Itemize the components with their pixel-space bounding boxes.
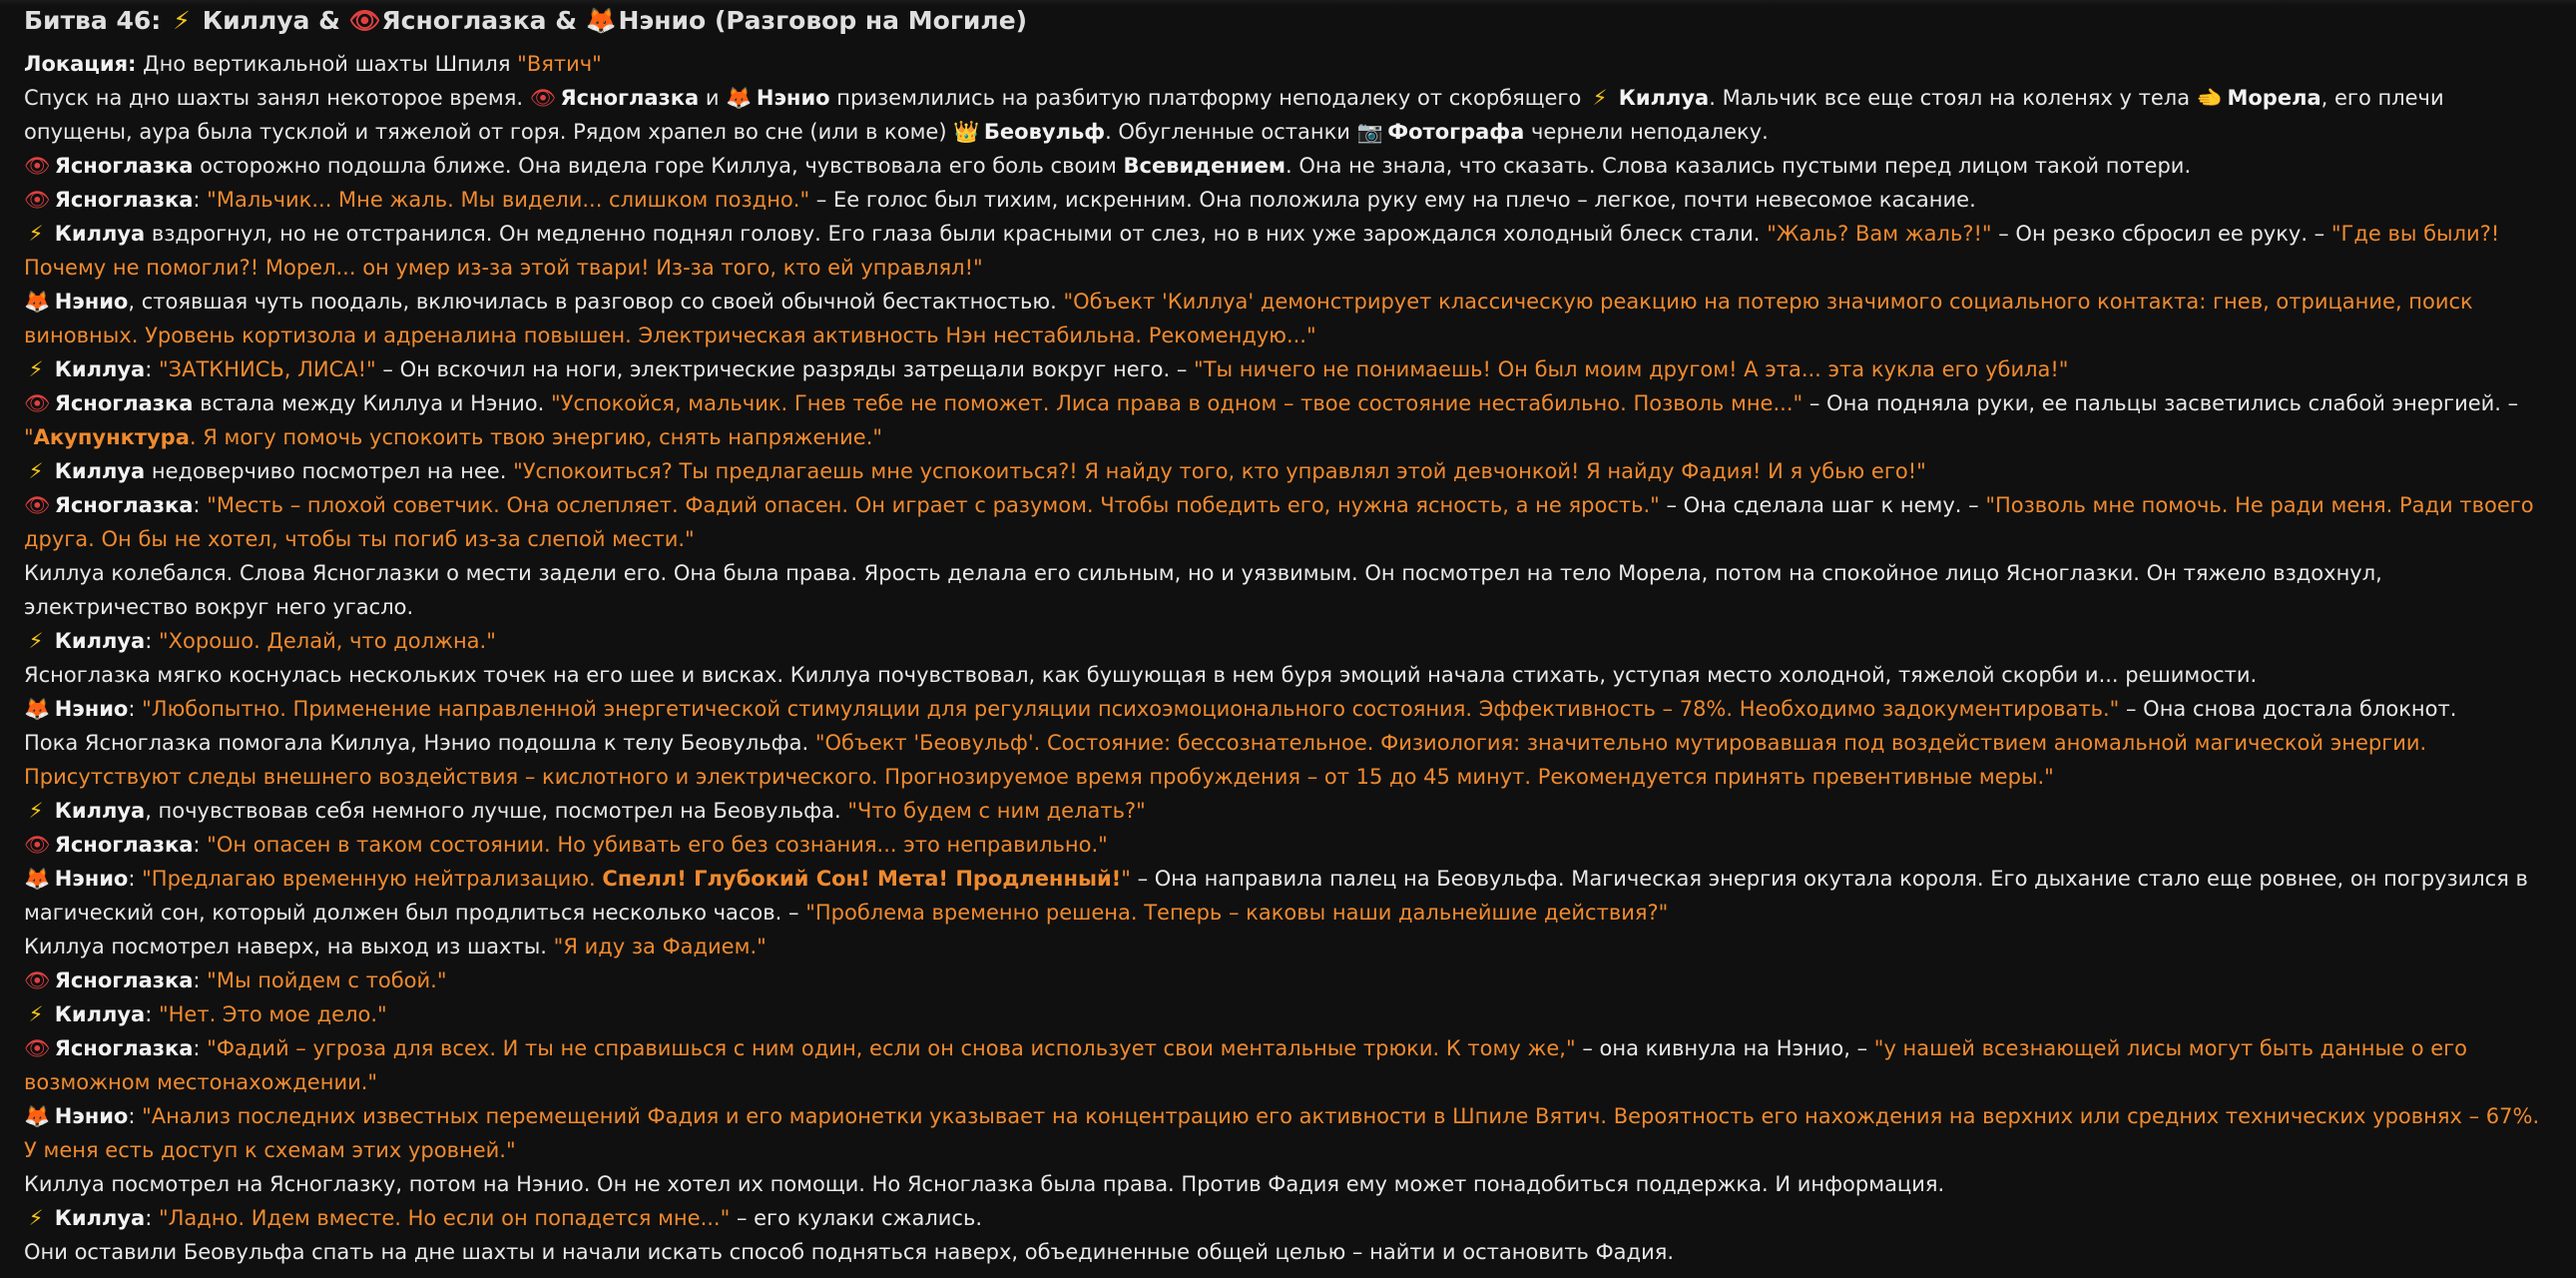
text: , его плечи опущены, аура была тусклой и тяжелой от горя. Рядом храпел во сне (или в коме) [24, 86, 2444, 144]
text: – Она направила палец на Беовульфа. Магическая энергия окутала короля. Его дыхание стало еще ровнее, он погрузился в магический сон, который должен был продлиться несколько часов. – [24, 867, 2528, 925]
quote: "Я иду за Фадием." [553, 935, 767, 958]
dialogue-line [24, 862, 2552, 930]
text: : [193, 188, 201, 212]
quote: "Он опасен в таком состоянии. Но убивать его без сознания... это неправильно." [207, 833, 1108, 857]
paragraph [24, 454, 2552, 488]
paragraph [24, 794, 2552, 828]
spell-name: Спелл! Глубокий Сон! Мета! Продленный! [602, 867, 1122, 891]
text: приземлились на разбитую платформу неподалеку от скорбящего [836, 86, 1582, 110]
quote: "Мальчик... Мне жаль. Мы видели... слишком поздно." [207, 188, 810, 212]
lightning-icon: ⚡ [28, 222, 44, 246]
text: , стоявшая чуть поодаль, включилась в разговор со своей обычной бестактностью. [128, 290, 1057, 314]
text: – Она снова достала блокнот. [2126, 697, 2457, 721]
lightning-icon: ⚡ [1592, 86, 1608, 110]
text: – Она сделала шаг к нему. – [1666, 493, 1979, 517]
name-beowulf: Беовульф [983, 120, 1106, 144]
lightning-icon: ⚡ [28, 357, 44, 381]
paragraph [24, 285, 2552, 352]
quote: "Успокойся, мальчик. Гнев тебе не поможет. Лиса права в одном – твое состояние нестабильно. Позволь мне..." [551, 391, 1803, 415]
text: : [193, 1036, 201, 1060]
paragraph [24, 386, 2552, 454]
lightning-icon: ⚡ [173, 6, 191, 35]
text: Киллуа посмотрел наверх, на выход из шахты. [24, 935, 547, 958]
quote: "Что будем с ним делать?" [847, 799, 1146, 823]
name-nenio: Нэнио [54, 697, 129, 721]
text: и [705, 86, 720, 110]
title-prefix: Битва 46: [24, 6, 162, 35]
quote: "Жаль? Вам жаль?!" [1767, 222, 1992, 246]
lightning-icon: ⚡ [28, 1206, 44, 1230]
title-yasno: Ясноглазка [381, 6, 547, 35]
dialogue-line [24, 1031, 2552, 1099]
quote: "Анализ последних известных перемещений Фадия и его марионетки указывает на концентрацию его активности в Шпиле Вятич. Вероятность его нахождения на верхних или средних технических уровнях – 67%. У меня есть доступ к схемам этих уровней." [24, 1104, 2540, 1162]
paragraph: Ясноглазка мягко коснулась нескольких точек на его шее и висках. Киллуа почувствовал, как бушующая в нем буря эмоций начала стихать, уступая место холодной, тяжелой скорби и... решимости. [24, 663, 2258, 687]
dialogue-line [24, 1201, 2552, 1235]
fox-icon: 🦊 [24, 1104, 51, 1128]
name-killua: Киллуа [54, 459, 146, 483]
crown-icon: 👑 [953, 120, 980, 144]
text: – его кулаки сжались. [736, 1206, 983, 1230]
quote: "Месть – плохой советчик. Она ослепляет. Фадий опасен. Он играет с разумом. Чтобы победить его, нужна ясность, а не ярость." [207, 493, 1660, 517]
text: : [193, 833, 201, 857]
quote: "Нет. Это мое дело." [158, 1002, 387, 1026]
text: : [128, 1104, 136, 1128]
paragraph [24, 81, 2552, 149]
name-killua: Киллуа [54, 1002, 146, 1026]
name-morel: Морела [2227, 86, 2321, 110]
title-amp: & [555, 6, 578, 35]
dialogue-line [24, 624, 2552, 658]
fox-icon: 🦊 [24, 290, 51, 314]
eye-icon: 👁 [348, 6, 381, 35]
name-killua: Киллуа [54, 799, 146, 823]
name-yasno: Ясноглазка [54, 968, 194, 992]
text: , почувствовав себя немного лучше, посмотрел на Беовульфа. [145, 799, 841, 823]
text: Спуск на дно шахты занял некоторое время. [24, 86, 524, 110]
lightning-icon: ⚡ [28, 629, 44, 653]
name-yasno: Ясноглазка [54, 154, 194, 178]
name-nenio: Нэнио [54, 1104, 129, 1128]
text: : [145, 1206, 153, 1230]
title-killua: Киллуа [202, 6, 310, 35]
eye-icon: 👁 [529, 86, 557, 110]
dialogue-line [24, 352, 2552, 386]
paragraph [24, 726, 2552, 794]
name-yasno: Ясноглазка [54, 1036, 194, 1060]
text: : [145, 1002, 153, 1026]
eye-icon: 👁 [24, 833, 51, 857]
hand-icon: 🫲 [2196, 86, 2223, 110]
quote-text: "Предлагаю временную нейтрализацию. [142, 867, 596, 891]
eye-icon: 👁 [24, 1036, 51, 1060]
name-yasno: Ясноглазка [54, 833, 194, 857]
name-killua: Киллуа [54, 222, 146, 246]
quote: "Объект 'Киллуа' демонстрирует классическую реакцию на потерю значимого социального контакта: гнев, отрицание, поиск виновных. Уровень кортизола и адреналина повышен. Электрическая активность Нэн нестабильна. Рекомендую..." [24, 290, 2473, 347]
text: вздрогнул, но не отстранился. Он медленно поднял голову. Его глаза были красными от слез, но в них уже зарождался холодный блеск стали. [151, 222, 1761, 246]
lightning-icon: ⚡ [28, 799, 44, 823]
paragraph: Киллуа колебался. Слова Ясноглазки о мести задели его. Она была права. Ярость делала его сильным, но и уязвимым. Он посмотрел на тело Морела, потом на спокойное лицо Ясноглазки. Он тяжело вздохнул, электричество вокруг него угасло. [24, 561, 2382, 619]
name-yasno: Ясноглазка [54, 188, 194, 212]
text: встала между Киллуа и Нэнио. [200, 391, 545, 415]
quote-text: . Я могу помочь успокоить твою энергию, снять напряжение." [189, 425, 883, 449]
text: . Обугленные останки [1105, 120, 1350, 144]
quote: "Проблема временно решена. Теперь – каковы наши дальнейшие действия?" [805, 901, 1669, 925]
text: осторожно подошла ближе. Она видела горе Киллуа, чувствовала его боль своим [200, 154, 1117, 178]
dialogue-line [24, 963, 2552, 997]
text: : [128, 867, 136, 891]
name-killua: Киллуа [1618, 86, 1710, 110]
text: недоверчиво посмотрел на нее. [151, 459, 507, 483]
location-line [24, 47, 2552, 81]
quote: "Ладно. Идем вместе. Но если он попадется мне..." [158, 1206, 731, 1230]
text: – Он резко сбросил ее руку. – [1998, 222, 2325, 246]
lightning-icon: ⚡ [28, 1002, 44, 1026]
dialogue-line [24, 692, 2552, 726]
name-killua: Киллуа [54, 1206, 146, 1230]
fox-icon: 🦊 [24, 697, 51, 721]
name-yasno: Ясноглазка [560, 86, 700, 110]
text: : [128, 697, 136, 721]
fox-icon: 🦊 [24, 867, 51, 891]
text: – Он вскочил на ноги, электрические разряды затрещали вокруг него. – [382, 357, 1188, 381]
dialogue-line [24, 488, 2552, 556]
paragraph: Киллуа посмотрел на Ясноглазку, потом на Нэнио. Он не хотел их помощи. Но Ясноглазка была права. Против Фадия ему может понадобиться поддержка. И информация. [24, 1172, 1945, 1196]
quote: "Успокоиться? Ты предлагаешь мне успокоиться?! Я найду того, кто управлял этой девчонкой! Я найду Фадия! И я убью его!" [513, 459, 1926, 483]
eye-icon: 👁 [24, 968, 51, 992]
lightning-icon: ⚡ [28, 459, 44, 483]
text: . Она не знала, что сказать. Слова казались пустыми перед лицом такой потери. [1286, 154, 2192, 178]
name-killua: Киллуа [54, 629, 146, 653]
fox-icon: 🦊 [726, 86, 753, 110]
name-killua: Киллуа [54, 357, 146, 381]
title-nenio: Нэнио [618, 6, 707, 35]
text: чернели неподалеку. [1531, 120, 1769, 144]
text: – Ее голос был тихим, искренним. Она положила руку ему на плечо – легкое, почти невесомое касание. [815, 188, 1976, 212]
quote: "Фадий – угроза для всех. И ты не справишься с ним один, если он снова использует свои ментальные трюки. К тому же," [207, 1036, 1576, 1060]
eye-icon: 👁 [24, 493, 51, 517]
title-amp: & [318, 6, 340, 35]
location-quote: "Вятич" [517, 52, 602, 76]
text: : [145, 629, 153, 653]
eye-icon: 👁 [24, 154, 51, 178]
dialogue-line [24, 997, 2552, 1031]
quote: "Где вы были?! Почему не помогли?! Морел... он умер из-за этой твари! Из-за того, кто ей управлял!" [24, 222, 2500, 280]
quote: "Мы пойдем с тобой." [207, 968, 447, 992]
spell-name: Акупунктура [33, 425, 190, 449]
text: : [193, 968, 201, 992]
eye-icon: 👁 [24, 188, 51, 212]
page-title [24, 0, 2552, 41]
term: Всевидением [1123, 154, 1287, 178]
name-photographer: Фотографа [1387, 120, 1525, 144]
text: . Мальчик все еще стоял на коленях у тела [1709, 86, 2191, 110]
paragraph [24, 930, 2552, 963]
text: : [193, 493, 201, 517]
paragraph [24, 217, 2552, 285]
dialogue-line [24, 1099, 2552, 1167]
text: : [145, 357, 153, 381]
quote: "Ты ничего не понимаешь! Он был моим другом! А эта... эта кукла его убила!" [1194, 357, 2069, 381]
quote: "Позволь мне помочь. Не ради меня. Ради твоего друга. Он бы не хотел, чтобы ты погиб из-за слепой мести." [24, 493, 2534, 551]
dialogue-line [24, 828, 2552, 862]
paragraph: Они оставили Беовульфа спать на дне шахты и начали искать способ подняться наверх, объединенные общей целью – найти и остановить Фадия. [24, 1240, 1675, 1264]
location-text: Дно вертикальной шахты Шпиля [143, 52, 511, 76]
name-nenio: Нэнио [54, 867, 129, 891]
quote: "Хорошо. Делай, что должна." [158, 629, 496, 653]
quote-text: " [1121, 867, 1131, 891]
fox-icon: 🦊 [585, 6, 617, 35]
paragraph [24, 149, 2552, 183]
text: – она кивнула на Нэнио, – [1582, 1036, 1868, 1060]
quote: "у нашей всезнающей лисы могут быть данные о его возможном местонахождении." [24, 1036, 2468, 1094]
dialogue-line [24, 183, 2552, 217]
quote: "Акупунктура. Я могу помочь успокоить твою энергию, снять напряжение." [24, 425, 883, 449]
text: – Она подняла руки, ее пальцы засветились слабой энергией. – [1808, 391, 2519, 415]
quote: "Объект 'Беовульф'. Состояние: бессознательное. Физиология: значительно мутировавшая под воздействием аномальной магической энергии. Присутствуют следы внешнего воздействия – кислотного и электрического. Прогнозируемое время пробуждения – от 15 до 45 минут. Рекомендуется принять превентивные меры." [24, 731, 2427, 789]
text: Пока Ясноглазка помогала Киллуа, Нэнио подошла к телу Беовульфа. [24, 731, 809, 755]
quote: "Любопытно. Применение направленной энергетической стимуляции для регуляции психоэмоционального состояния. Эффективность – 78%. Необходимо задокументировать." [142, 697, 2120, 721]
name-nenio: Нэнио [756, 86, 830, 110]
name-nenio: Нэнио [54, 290, 129, 314]
quote: "ЗАТКНИСЬ, ЛИСА!" [158, 357, 376, 381]
name-yasno: Ясноглазка [54, 391, 194, 415]
location-label: Локация: [24, 52, 137, 76]
quote [142, 867, 1131, 891]
camera-icon: 📷 [1356, 120, 1383, 144]
eye-icon: 👁 [24, 391, 51, 415]
title-suffix: (Разговор на Могиле) [714, 6, 1028, 35]
name-yasno: Ясноглазка [54, 493, 194, 517]
